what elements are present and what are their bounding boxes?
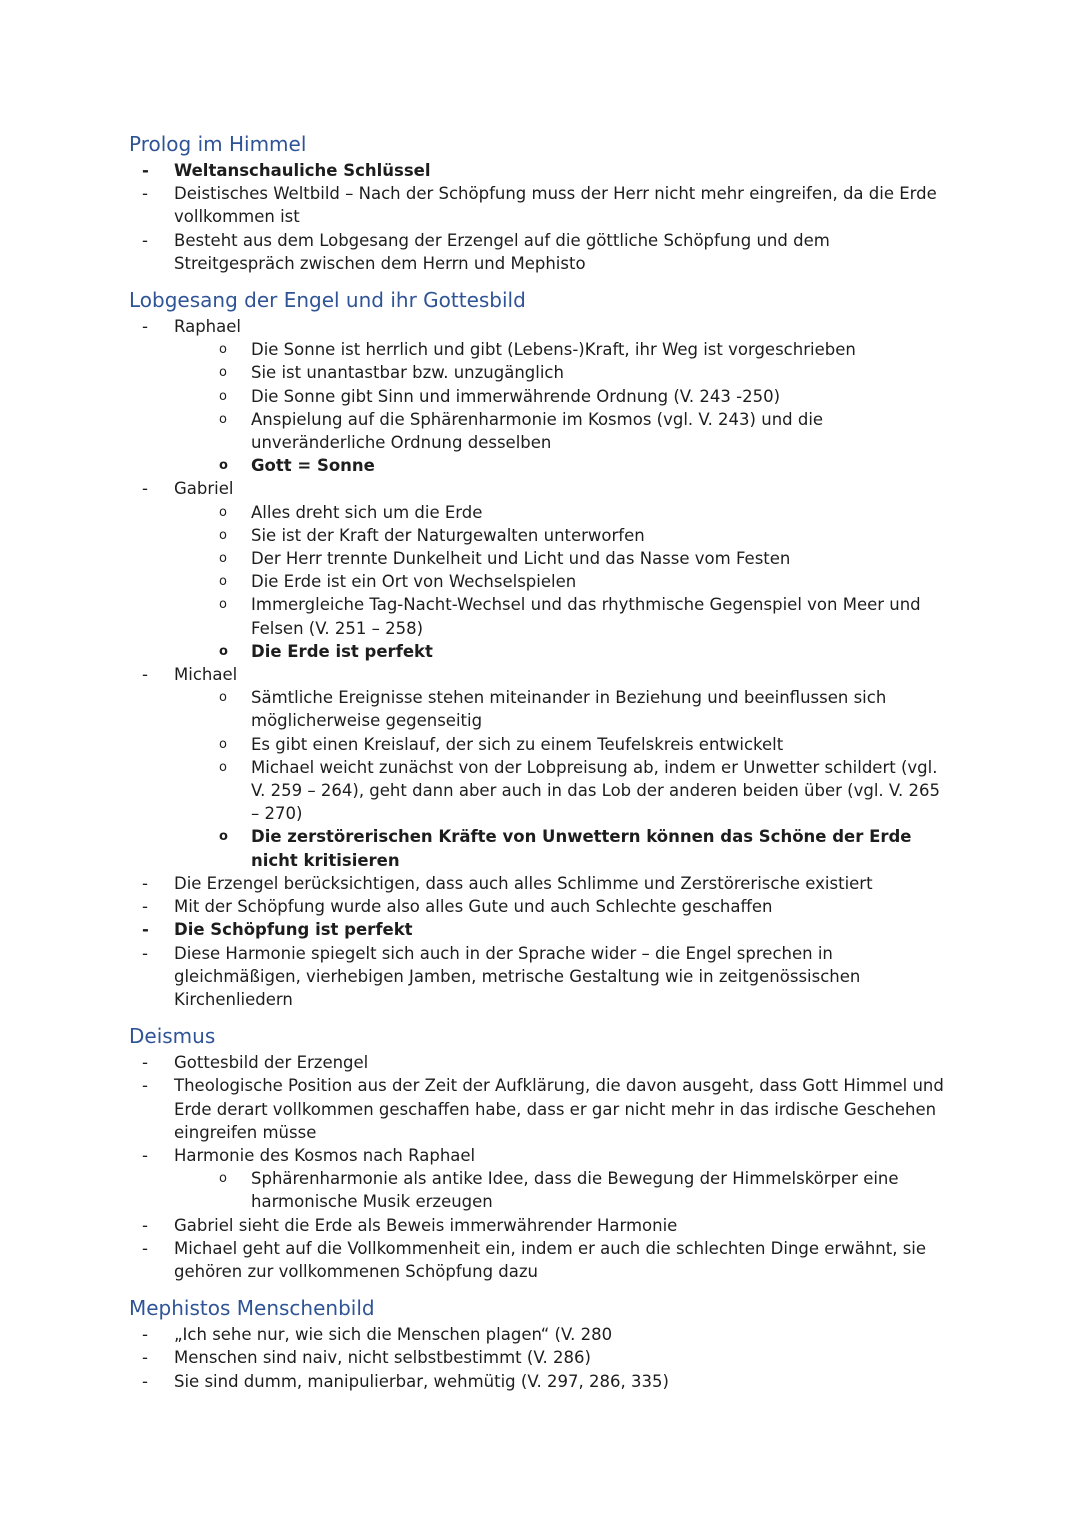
sub-list	[174, 501, 949, 663]
list-item: - Gabriel sieht die Erde als Beweis immerwährender Harmonie	[129, 1214, 949, 1237]
list-item: - Die Schöpfung ist perfekt	[129, 918, 949, 941]
section-lobgesang	[129, 285, 949, 1011]
list-item: - Die Erzengel berücksichtigen, dass auch alles Schlimme und Zerstörerische existiert	[129, 872, 949, 895]
section-prolog-im-himmel	[129, 129, 949, 275]
section-heading: Prolog im Himmel	[129, 132, 307, 156]
list-item: - Gottesbild der Erzengel	[129, 1051, 949, 1074]
bullet-list	[129, 315, 949, 1011]
list-item: - Michael geht auf die Vollkommenheit ein, indem er auch die schlechten Dinge erwähnt, sie gehören zur vollkommenen Schöpfung dazu	[129, 1237, 949, 1283]
sub-list-item: o Die Sonne ist herrlich und gibt (Lebens-)Kraft, ihr Weg ist vorgeschrieben	[174, 338, 949, 361]
list-item-label: Michael	[174, 665, 238, 685]
list-item: - Deistisches Weltbild – Nach der Schöpfung muss der Herr nicht mehr eingreifen, da die Erde vollkommen ist	[129, 182, 949, 228]
bullet-list	[129, 1051, 949, 1283]
list-item: - Weltanschauliche Schlüssel	[129, 159, 949, 182]
sub-list-item: o Sie ist unantastbar bzw. unzugänglich	[174, 361, 949, 384]
section-heading: Deismus	[129, 1024, 216, 1049]
list-item: - „Ich sehe nur, wie sich die Menschen plagen“ (V. 280	[129, 1323, 949, 1346]
sub-list-item: o Es gibt einen Kreislauf, der sich zu einem Teufelskreis entwickelt	[174, 733, 949, 756]
sub-list-item: o Die Erde ist perfekt	[174, 640, 949, 663]
list-item-label: Gabriel	[174, 479, 234, 499]
list-item: - Theologische Position aus der Zeit der Aufklärung, die davon ausgeht, dass Gott Himmel und Erde derart vollkommen geschaffen habe, dass er gar nicht mehr in das irdische Geschehen eingreifen müsse	[129, 1074, 949, 1144]
bullet-list	[129, 159, 949, 275]
sub-list-item: o Sämtliche Ereignisse stehen miteinander in Beziehung und beeinflussen sich möglicherweise gegenseitig	[174, 686, 949, 732]
sub-list-item: o Immergleiche Tag-Nacht-Wechsel und das rhythmische Gegenspiel von Meer und Felsen (V. 251 – 258)	[174, 593, 949, 639]
bullet-list	[129, 1323, 949, 1393]
list-item: - Diese Harmonie spiegelt sich auch in der Sprache wider – die Engel sprechen in gleichmäßigen, vierhebigen Jamben, metrische Gestaltung wie in zeitgenössischen Kirchenliedern	[129, 942, 949, 1012]
sub-list	[174, 338, 949, 477]
document-content	[129, 129, 949, 1393]
sub-list	[174, 686, 949, 872]
sub-list-item: o Gott = Sonne	[174, 454, 949, 477]
list-item-gabriel	[129, 477, 949, 663]
sub-list-item: o Die Sonne gibt Sinn und immerwährende Ordnung (V. 243 -250)	[174, 385, 949, 408]
sub-list-item: o Sphärenharmonie als antike Idee, dass die Bewegung der Himmelskörper eine harmonische Musik erzeugen	[174, 1167, 949, 1213]
list-item-label: Harmonie des Kosmos nach Raphael	[174, 1145, 476, 1165]
sub-list-item: o Die Erde ist ein Ort von Wechselspielen	[174, 570, 949, 593]
section-mephistos-menschenbild	[129, 1293, 949, 1393]
sub-list-item: o Michael weicht zunächst von der Lobpreisung ab, indem er Unwetter schildert (vgl. V. 259 – 264), geht dann aber auch in das Lob der anderen beiden über (vgl. V. 265 – 270)	[174, 756, 949, 826]
section-deismus	[129, 1021, 949, 1283]
list-item: - Sie sind dumm, manipulierbar, wehmütig (V. 297, 286, 335)	[129, 1370, 949, 1393]
list-item-raphael	[129, 315, 949, 477]
list-item: - Mit der Schöpfung wurde also alles Gute und auch Schlechte geschaffen	[129, 895, 949, 918]
list-item: - Besteht aus dem Lobgesang der Erzengel auf die göttliche Schöpfung und dem Streitgespräch zwischen dem Herrn und Mephisto	[129, 229, 949, 275]
sub-list-item: o Anspielung auf die Sphärenharmonie im Kosmos (vgl. V. 243) und die unveränderliche Ordnung desselben	[174, 408, 949, 454]
sub-list	[174, 1167, 949, 1213]
section-heading: Mephistos Menschenbild	[129, 1296, 375, 1321]
sub-list-item: o Die zerstörerischen Kräfte von Unwettern können das Schöne der Erde nicht kritisieren	[174, 825, 949, 871]
list-item: - Menschen sind naiv, nicht selbstbestimmt (V. 286)	[129, 1346, 949, 1369]
sub-list-item: o Sie ist der Kraft der Naturgewalten unterworfen	[174, 524, 949, 547]
sub-list-item: o Alles dreht sich um die Erde	[174, 501, 949, 524]
list-item-harmonie	[129, 1144, 949, 1214]
list-item-label: Raphael	[174, 317, 241, 337]
list-item-michael	[129, 663, 949, 872]
section-heading: Lobgesang der Engel und ihr Gottesbild	[129, 288, 526, 313]
sub-list-item: o Der Herr trennte Dunkelheit und Licht und das Nasse vom Festen	[174, 547, 949, 570]
